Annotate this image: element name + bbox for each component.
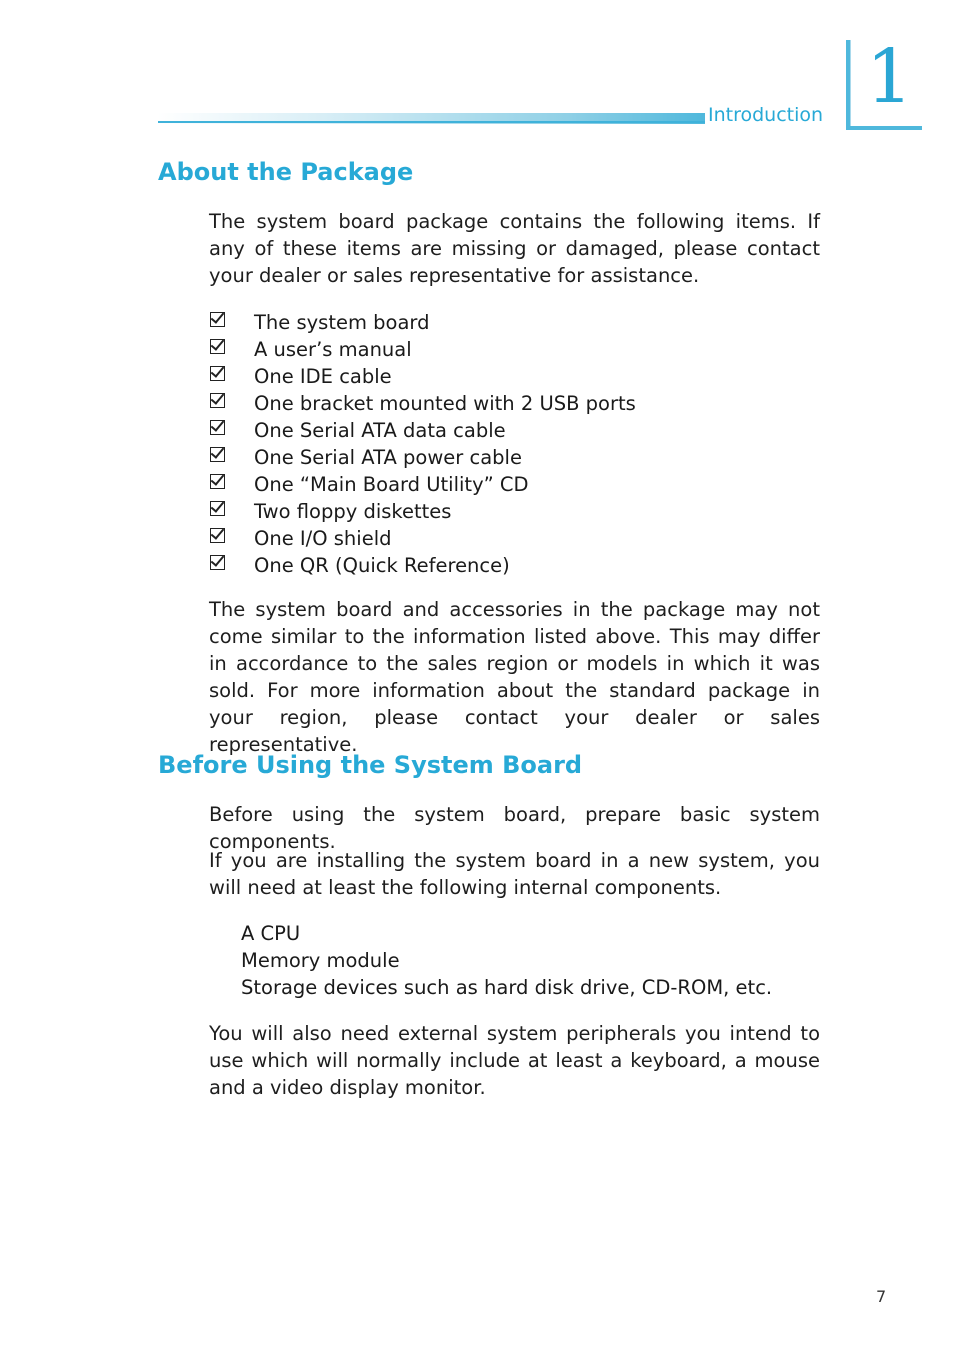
external-peripherals-paragraph: You will also need external system peripherals you intend to use which will normally include at least a keyboard, a mouse and a video display monitor.	[209, 1022, 820, 1099]
checkbox-checked-icon	[210, 393, 225, 408]
checkbox-checked-icon	[210, 555, 225, 570]
page-number: 7	[876, 1287, 887, 1306]
checkbox-checked-icon	[210, 420, 225, 435]
list-item: Memory module	[241, 949, 400, 972]
chapter-number: 1	[866, 34, 914, 120]
package-note-paragraph: The system board and accessories in the package may not come similar to the information listed above. This may differ in accordance to the sales region or models in which it was sold. For more information about the standard package in your region, please contact your dealer or sales representative.	[209, 598, 820, 756]
checkbox-checked-icon	[210, 339, 225, 354]
checkbox-checked-icon	[210, 474, 225, 489]
internal-components-list	[241, 920, 772, 1001]
internal-components-paragraph: If you are installing the system board in a new system, you will need at least the following internal components.	[209, 849, 820, 899]
header-rule	[158, 121, 705, 123]
list-item: Storage devices such as hard disk drive, CD-ROM, etc.	[241, 976, 773, 999]
section-heading-about-package: About the Package	[158, 158, 414, 186]
prepare-components-paragraph: Before using the system board, prepare basic system components.	[209, 803, 820, 853]
package-intro-paragraph: The system board package contains the following items. If any of these items are missing or damaged, please contact your dealer or sales representative for assistance.	[209, 210, 820, 287]
checkbox-checked-icon	[210, 528, 225, 543]
section-heading-before-using: Before Using the System Board	[158, 751, 583, 779]
running-header-section: Introduction	[708, 104, 824, 126]
checkbox-checked-icon	[210, 312, 225, 327]
list-item: A CPU	[241, 922, 301, 945]
checkbox-checked-icon	[210, 366, 225, 381]
checkbox-checked-icon	[210, 501, 225, 516]
checkbox-checked-icon	[210, 447, 225, 462]
